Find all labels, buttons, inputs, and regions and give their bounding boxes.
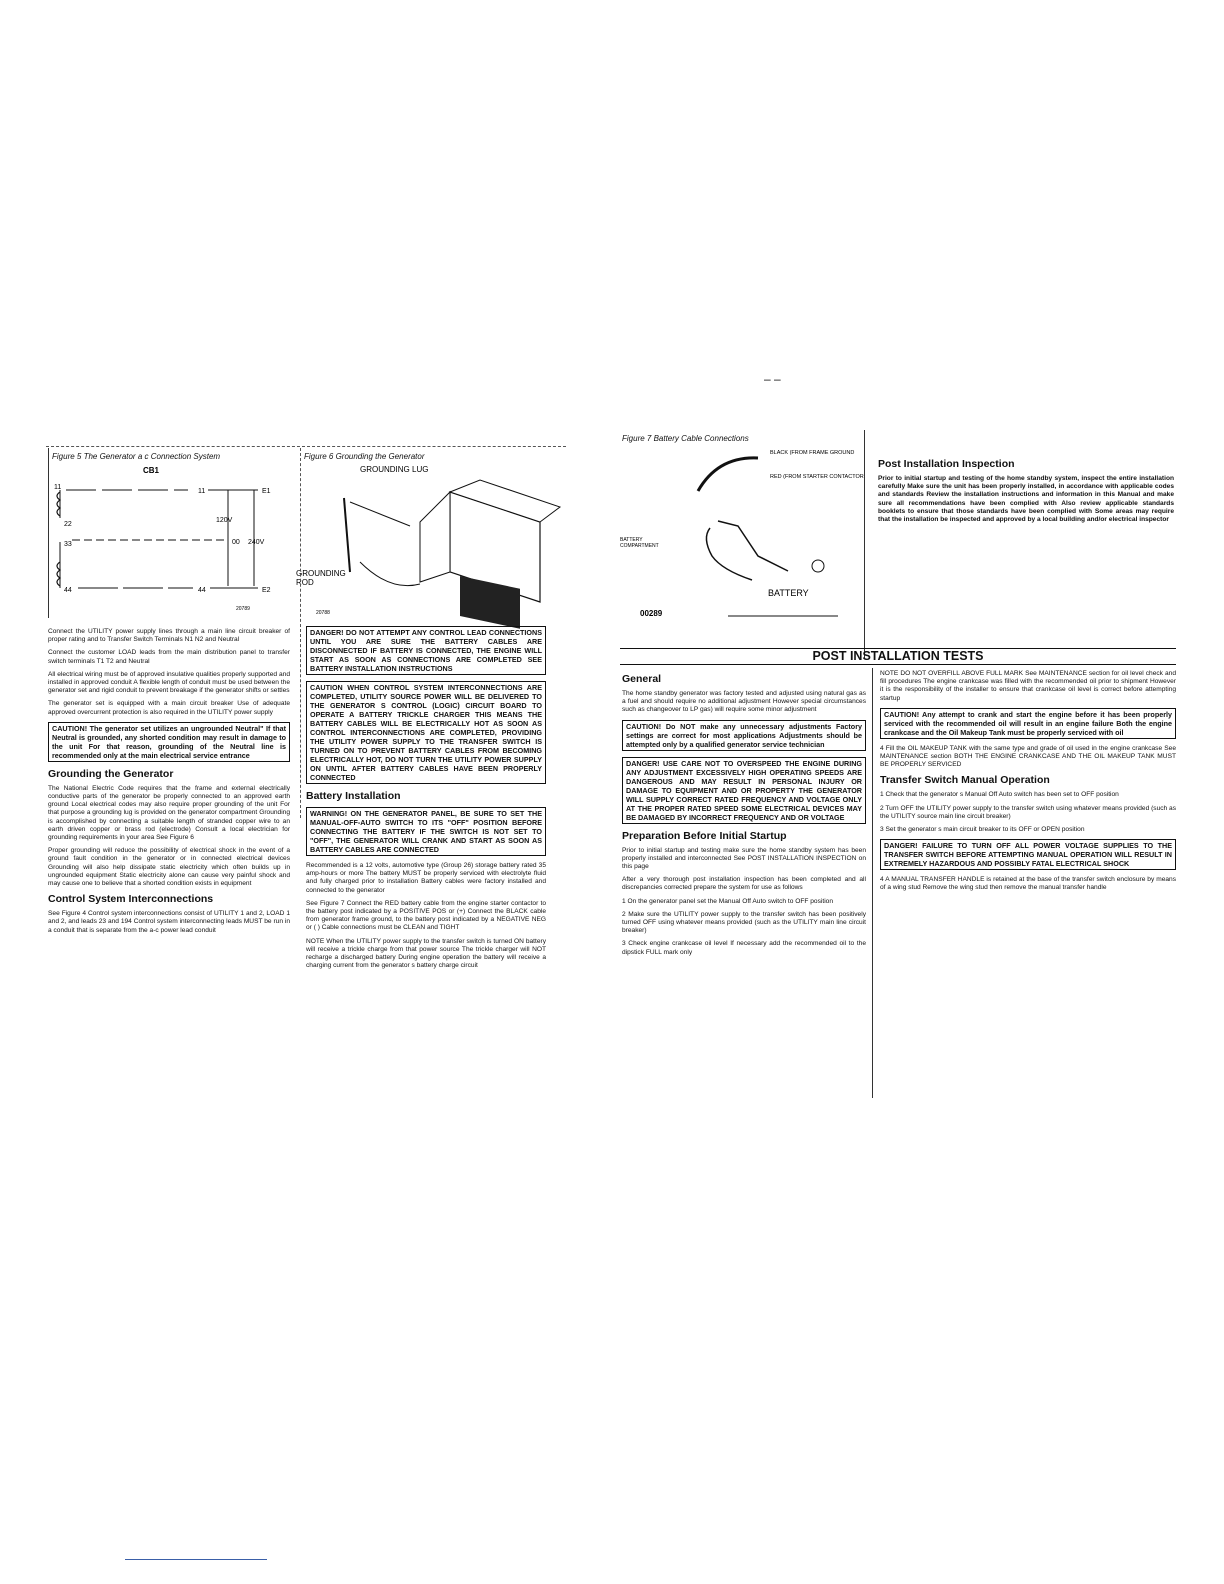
label-22: 22 — [64, 521, 72, 528]
red-cable — [718, 521, 788, 571]
right-column-4 — [880, 670, 1176, 898]
step: 4 A MANUAL TRANSFER HANDLE is retained at the base of the transfer switch enclosure by means of a wing stud Remove the wing stud then remove the manual transfer handle — [880, 876, 1176, 892]
black-cable-label: BLACK (FROM FRAME GROUND — [770, 450, 855, 456]
tests-rule-bottom — [620, 664, 1176, 665]
right-column-3 — [622, 670, 866, 962]
heading-transfer-switch: Transfer Switch Manual Operation — [880, 774, 1050, 787]
para: Connect the customer LOAD leads from the main distribution panel to transfer switch terminals T1 T2 and Neutral — [48, 649, 290, 665]
caution-box: CAUTION! Any attempt to crank and start the engine before it has been properly serviced with the recommended oil will result in an engine failure Both the engine crankcase and the Oil Makeup Tank must be properly serviced with oil — [880, 708, 1176, 739]
label-11a: 11 — [54, 484, 62, 491]
figure-5-caption: Figure 5 The Generator a c Connection System — [52, 452, 221, 461]
label-00: 00 — [232, 539, 240, 546]
figure-6-caption: Figure 6 Grounding the Generator — [304, 452, 425, 461]
figure-6-diagram — [296, 462, 560, 617]
step: 1 On the generator panel set the Manual Off Auto switch to OFF position — [622, 897, 833, 905]
danger-box: DANGER! FAILURE TO TURN OFF ALL POWER VOLTAGE SUPPLIES TO THE TRANSFER SWITCH BEFORE ATTEMPTING MANUAL OPERATION WILL RESULT IN EXTREMELY HAZARDOUS AND POSSIBLY FATAL ELECTRICAL SHOCK — [880, 839, 1176, 870]
tests-title: POST INSTALLATION TESTS — [812, 649, 984, 663]
label-e1: E1 — [262, 488, 271, 495]
label-33: 33 — [64, 541, 72, 548]
heading-control-system: Control System Interconnections — [48, 893, 214, 906]
para: The home standby generator was factory tested and adjusted using natural gas as a fuel and should require no additional adjustment However special circumstances such as changeover to LP gas) will require some minor adjustment — [622, 690, 866, 714]
cb1-label: CB1 — [143, 466, 160, 475]
post-inspection-section — [878, 455, 1174, 529]
step: 2 Make sure the UTILITY power supply to the transfer switch has been positively turned OFF using whatever means provided (such as the UTILITY main line circuit breaker) — [622, 910, 866, 935]
figure-7-code: 00289 — [640, 609, 663, 618]
para: See Figure 4 Control system interconnections consist of UTILITY 1 and 2, LOAD 1 and 2, and leads 23 and 194 Control system interconnecting leads MUST be run in a conduit that is separate from the a-c power lead conduit — [48, 910, 290, 934]
figure-6-code: 20788 — [316, 610, 330, 616]
para: See Figure 7 Connect the RED battery cable from the engine starter contactor to the battery post indicated by a POSITIVE POS or (+) Connect the BLACK cable from generator frame ground, to the battery post indicated by a NEGATIVE NEG or ( ) Cable connections must be CLEAN and TIGHT — [306, 899, 546, 932]
ground-rod — [344, 498, 350, 572]
para: Prior to initial startup and testing of the home standby system, inspect the entire installation carefully Make sure the unit has been properly installed, in accordance with applicable codes and standards Review the installation instructions and information in this Manual and make sure all recommendations have been complied with Also review applicable standards booklets to ensure that those standards have been complied with Some areas may require that the installation be inspected and approved by a local building and/or electrical inspector — [878, 475, 1174, 524]
ground-wire-lower — [360, 562, 420, 586]
para: All electrical wiring must be of approved insulative qualities properly supported and installed in approved conduit A flexible length of conduit must be used between the generator set and rigid conduit to prevent breakage if the generator shifts or settles — [48, 670, 290, 695]
label-240v: 240V — [248, 539, 265, 546]
terminal-icon — [812, 560, 824, 572]
figure-5-diagram — [48, 462, 288, 617]
figure-7-diagram — [618, 446, 863, 621]
caution-box: CAUTION! Do NOT make any unnecessary adjustments Factory settings are correct for most applications Adjustments should be attempted only by a qualified generator service technician — [622, 720, 866, 751]
figure-5-code: 20789 — [236, 606, 250, 612]
heading-post-inspection: Post Installation Inspection — [878, 458, 1015, 470]
label-120v: 120V — [216, 517, 233, 524]
heading-grounding: Grounding the Generator — [48, 767, 174, 780]
heading-preparation: Preparation Before Initial Startup — [622, 829, 787, 842]
heading-battery-installation: Battery Installation — [306, 790, 401, 802]
para: NOTE When the UTILITY power supply to the transfer switch is turned ON battery will receive a trickle charge from that power source The trickle charger will NOT recharge a discharged battery During engine operation the battery will receive a charging current from the generator s battery charge circuit — [306, 937, 546, 970]
label-e2: E2 — [262, 587, 271, 594]
left-column-1 — [48, 628, 290, 940]
para: After a very thorough post installation inspection has been completed and all discrepancies corrected prepare the system for use as follows — [622, 876, 866, 892]
grounding-lug-label: GROUNDING LUG — [360, 465, 429, 474]
ground-wire — [350, 502, 410, 526]
step: 3 Check engine crankcase oil level If necessary add the recommended oil to the dipstick FULL mark only — [622, 940, 866, 956]
compartment-label-line: BATTERY — [620, 537, 643, 543]
left-column-2 — [306, 626, 546, 975]
danger-box: DANGER! DO NOT ATTEMPT ANY CONTROL LEAD CONNECTIONS UNTIL YOU ARE SURE THE BATTERY CABLES ARE DISCONNECTED IF BATTERY IS CONNECTED, THE ENGINE WILL START AS SOON AS CONNECTIONS ARE COMPLETED SEE BATTERY INSTALLATION INSTRUCTIONS — [306, 626, 546, 675]
right-column-divider — [872, 668, 873, 1098]
generator-front — [420, 492, 450, 582]
step: 2 Turn OFF the UTILITY power supply to the transfer switch using whatever means provided (such as the UTILITY source main line circuit breaker) — [880, 804, 1176, 820]
right-top-divider — [864, 430, 865, 658]
left-column-divider — [300, 448, 301, 818]
para: Prior to initial startup and testing make sure the home standby system has been properly installed and interconnected See POST INSTALLATION INSPECTION on this page — [622, 846, 866, 871]
label-44a: 44 — [64, 587, 72, 594]
para: The National Electric Code requires that the frame and external electrically conductive parts of the generator be properly connected to an approved earth ground Local electrical codes may also require proper grounding of the unit For that purpose a grounding lug is provided on the generator compartment Grounding is accomplished by connecting a suitable length of stranded copper wire to an earth driven copper or brass rod (electrode) Consult a local electrician for grounding requirements in your area See Figure 6 — [48, 784, 290, 842]
grounding-rod-label-line2: ROD — [296, 578, 314, 587]
para: NOTE DO NOT OVERFILL ABOVE FULL MARK See MAINTENANCE section for oil level check and fill procedures The engine crankcase was filled with the recommended oil prior to shipment However it is the responsibility of the installer to ensure that crankcase oil level is correct before attempting startup — [880, 670, 1176, 702]
black-cable — [698, 458, 758, 491]
compartment-label-line2: COMPARTMENT — [620, 543, 659, 549]
caution-box: CAUTION WHEN CONTROL SYSTEM INTERCONNECTIONS ARE COMPLETED, UTILITY SOURCE POWER WILL BE DELIVERED TO THE GENERATOR S CONTROL (LOGIC) CIRCUIT BOARD TO OPERATE A BATTERY TRICKLE CHARGER THIS MEANS THE BATTERY CABLES WILL BE ELECTRICALLY HOT AS SOON AS CONTROL INTERCONNECTIONS ARE COMPLETED, PROVIDING THE UTILITY POWER SUPPLY TO THE TRANSFER SWITCH IS TURNED ON TO PREVENT BATTERY CABLES FROM BECOMING ELECTRICALLY HOT, DO NOT TURN THE UTILITY POWER SUPPLY ON UNTIL AFTER BATTERY CABLES HAVE BEEN PROPERLY CONNECTED — [306, 681, 546, 784]
step: 4 Fill the OIL MAKEUP TANK with the same type and grade of oil used in the engine crankcase See MAINTENANCE section BOTH THE ENGINE CRANKCASE AND THE OIL MAKEUP TANK MUST BE PROPERLY SERVICED — [880, 744, 1176, 769]
battery-label: BATTERY — [768, 588, 809, 598]
grounding-rod-label-line1: GROUNDING — [296, 569, 346, 578]
figure-7-caption: Figure 7 Battery Cable Connections — [622, 434, 749, 443]
warning-box: WARNING! ON THE GENERATOR PANEL, BE SURE TO SET THE MANUAL-OFF-AUTO SWITCH TO ITS "OFF" POSITION BEFORE CONNECTING THE BATTERY IF THE SWITCH IS NOT SET TO "OFF", THE GENERATOR WILL CRANK AND START AS SOON AS BATTERY CABLES ARE CONNECTED — [306, 807, 546, 856]
step: 1 Check that the generator s Manual Off Auto switch has been set to OFF position — [880, 791, 1119, 799]
scan-edge-line — [125, 1559, 267, 1560]
para: Recommended is a 12 volts, automotive type (Group 26) storage battery rated 35 amp-hours or more The battery MUST be properly serviced with electrolyte fluid and fully charged prior to installation Battery cables were factory installed and connected to the generator — [306, 862, 546, 894]
step: 3 Set the generator s main circuit breaker to its OFF or OPEN position — [880, 826, 1085, 834]
para: The generator set is equipped with a main circuit breaker Use of adequate approved overcurrent protection is also required in the UTILITY power supply — [48, 700, 290, 716]
heading-general: General — [622, 673, 662, 685]
page-top-rule — [46, 446, 566, 447]
danger-box: DANGER! USE CARE NOT TO OVERSPEED THE ENGINE DURING ANY ADJUSTMENT EXCESSIVELY HIGH OPERATING SPEEDS ARE DANGEROUS AND MAY RESULT IN PERSONAL INJURY OR DAMAGE TO EQUIPMENT AND OR PROPERTY THE GENERATOR WILL SUPPLY CORRECT RATED FREQUENCY AND VOLTAGE ONLY AT THE PROPER RATED SPEED SOME ELECTRICAL DEVICES MAY BE DAMAGED BY INCORRECT FREQUENCY AND OR VOLTAGE — [622, 757, 866, 824]
para: Proper grounding will reduce the possibility of electrical shock in the event of a ground fault condition in the generator or in connected electrical devices Grounding will also help dissipate static electricity which often builds up in ungrounded equipment Static electricity alone can cause very painful shock and may cause one to believe that a shorted condition exists in equipment — [48, 847, 290, 888]
para: Connect the UTILITY power supply lines through a main line circuit breaker of proper rating and to Transfer Switch Terminals N1 N2 and Neutral — [48, 628, 290, 644]
page-mark: – – — [764, 372, 781, 386]
label-11b: 11 — [198, 488, 206, 495]
label-44b: 44 — [198, 587, 206, 594]
caution-box: CAUTION! The generator set utilizes an ungrounded Neutral" If that Neutral is grounded, any shorted condition may result in damage to the unit For that reason, grounding of the Neutral line is recommended only at the main electrical service entrance — [48, 722, 290, 762]
red-cable-label: RED (FROM STARTER CONTACTOR — [770, 474, 864, 480]
